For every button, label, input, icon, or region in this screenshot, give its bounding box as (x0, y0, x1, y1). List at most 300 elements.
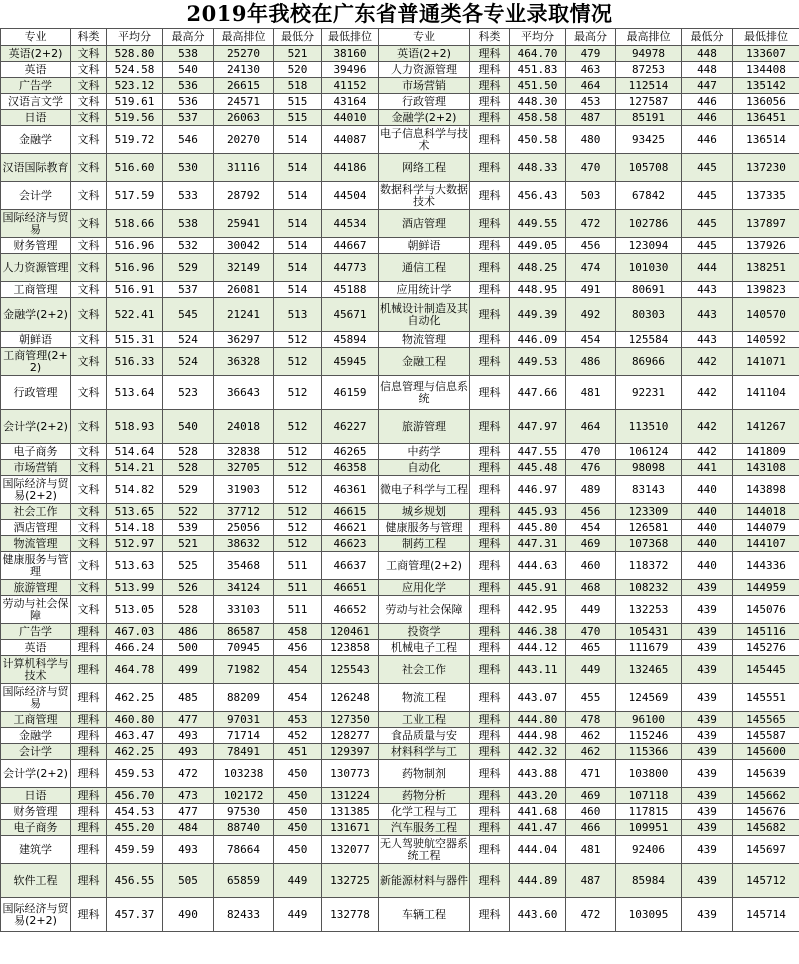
right-min-score-cell: 440 (682, 504, 733, 520)
left-avg-score-cell: 514.21 (107, 460, 163, 476)
table-row (1, 520, 799, 536)
right-avg-score-cell: 444.63 (510, 552, 566, 580)
right-min-score-cell: 443 (682, 298, 733, 332)
table-row (1, 332, 799, 348)
right-min-score-cell: 439 (682, 580, 733, 596)
right-max-score-cell: 491 (566, 282, 616, 298)
right-min-score-cell: 448 (682, 62, 733, 78)
right-min-rank-cell: 145587 (733, 728, 799, 744)
left-max-score-cell: 473 (163, 788, 214, 804)
right-max-rank-cell: 86966 (616, 348, 682, 376)
right-max-score-cell: 503 (566, 182, 616, 210)
left-avg-score-cell: 462.25 (107, 744, 163, 760)
left-min-rank-cell: 132778 (322, 898, 379, 932)
right-min-score-cell: 439 (682, 624, 733, 640)
right-max-score-cell: 454 (566, 332, 616, 348)
right-major-cell: 中药学 (379, 444, 470, 460)
right-avg-score-cell: 443.07 (510, 684, 566, 712)
left-avg-score-cell: 524.58 (107, 62, 163, 78)
left-major-cell: 汉语言文学 (1, 94, 71, 110)
table-row (1, 536, 799, 552)
left-avg-score-cell: 464.78 (107, 656, 163, 684)
right-category-cell: 理科 (470, 552, 510, 580)
left-max-score-cell: 537 (163, 282, 214, 298)
left-max-score-cell: 545 (163, 298, 214, 332)
right-category-cell: 理科 (470, 94, 510, 110)
left-max-rank-cell: 97031 (214, 712, 274, 728)
right-major-cell: 应用统计学 (379, 282, 470, 298)
right-category-cell: 理科 (470, 282, 510, 298)
right-category-cell: 理科 (470, 744, 510, 760)
right-major-cell: 行政管理 (379, 94, 470, 110)
right-category-cell: 理科 (470, 624, 510, 640)
left-max-score-cell: 538 (163, 210, 214, 238)
left-category-cell: 理科 (71, 898, 107, 932)
left-avg-score-cell: 516.60 (107, 154, 163, 182)
right-min-score-cell: 442 (682, 376, 733, 410)
left-avg-score-cell: 459.59 (107, 836, 163, 864)
left-category-cell: 理科 (71, 804, 107, 820)
left-avg-score-cell: 459.53 (107, 760, 163, 788)
right-min-rank-cell: 145639 (733, 760, 799, 788)
right-max-rank-cell: 132465 (616, 656, 682, 684)
left-max-score-cell: 477 (163, 712, 214, 728)
left-min-rank-cell: 43164 (322, 94, 379, 110)
left-avg-score-cell: 513.63 (107, 552, 163, 580)
right-min-score-cell: 446 (682, 110, 733, 126)
right-min-rank-cell: 145276 (733, 640, 799, 656)
table-row (1, 836, 799, 864)
right-avg-score-cell: 445.91 (510, 580, 566, 596)
right-min-rank-cell: 135142 (733, 78, 799, 94)
right-max-rank-cell: 93425 (616, 126, 682, 154)
right-avg-score-cell: 450.58 (510, 126, 566, 154)
right-category-cell: 理科 (470, 504, 510, 520)
header-cell: 最低分 (682, 29, 733, 46)
header-cell: 最低排位 (322, 29, 379, 46)
left-max-score-cell: 526 (163, 580, 214, 596)
table-row (1, 728, 799, 744)
right-major-cell: 汽车服务工程 (379, 820, 470, 836)
left-major-cell: 工商管理 (1, 712, 71, 728)
right-min-score-cell: 442 (682, 348, 733, 376)
left-avg-score-cell: 514.64 (107, 444, 163, 460)
left-major-cell: 社会工作 (1, 504, 71, 520)
left-min-score-cell: 511 (274, 596, 322, 624)
right-max-rank-cell: 92231 (616, 376, 682, 410)
right-avg-score-cell: 443.11 (510, 656, 566, 684)
left-min-score-cell: 513 (274, 298, 322, 332)
left-category-cell: 文科 (71, 78, 107, 94)
left-min-score-cell: 512 (274, 410, 322, 444)
left-min-rank-cell: 44534 (322, 210, 379, 238)
left-min-rank-cell: 131224 (322, 788, 379, 804)
left-min-score-cell: 450 (274, 760, 322, 788)
left-min-score-cell: 514 (274, 210, 322, 238)
left-max-rank-cell: 37712 (214, 504, 274, 520)
left-min-score-cell: 512 (274, 476, 322, 504)
left-major-cell: 人力资源管理 (1, 254, 71, 282)
right-max-score-cell: 460 (566, 552, 616, 580)
left-max-score-cell: 540 (163, 410, 214, 444)
left-major-cell: 健康服务与管理 (2, 552, 69, 578)
right-min-rank-cell: 144336 (733, 552, 799, 580)
table-row (1, 376, 799, 410)
left-avg-score-cell: 513.05 (107, 596, 163, 624)
right-category-cell: 理科 (470, 520, 510, 536)
right-max-score-cell: 478 (566, 712, 616, 728)
right-avg-score-cell: 444.12 (510, 640, 566, 656)
left-avg-score-cell: 512.97 (107, 536, 163, 552)
left-category-cell: 文科 (71, 94, 107, 110)
right-category-cell: 理科 (470, 656, 510, 684)
left-max-score-cell: 538 (163, 46, 214, 62)
right-max-rank-cell: 94978 (616, 46, 682, 62)
left-major-cell: 金融学(2+2) (1, 298, 71, 332)
right-min-score-cell: 439 (682, 804, 733, 820)
right-major-cell: 化学工程与工 (379, 804, 470, 820)
right-max-score-cell: 470 (566, 444, 616, 460)
right-avg-score-cell: 448.95 (510, 282, 566, 298)
left-min-score-cell: 512 (274, 332, 322, 348)
right-max-score-cell: 456 (566, 504, 616, 520)
left-min-rank-cell: 131671 (322, 820, 379, 836)
right-min-rank-cell: 143898 (733, 476, 799, 504)
right-min-rank-cell: 139823 (733, 282, 799, 298)
right-min-score-cell: 446 (682, 94, 733, 110)
left-min-score-cell: 511 (274, 552, 322, 580)
right-min-score-cell: 443 (682, 282, 733, 298)
right-max-score-cell: 481 (566, 836, 616, 864)
left-category-cell: 文科 (71, 282, 107, 298)
table-row (1, 238, 799, 254)
table-row (1, 46, 799, 62)
right-min-score-cell: 445 (682, 210, 733, 238)
left-max-rank-cell: 70945 (214, 640, 274, 656)
left-category-cell: 文科 (71, 110, 107, 126)
left-avg-score-cell: 462.25 (107, 684, 163, 712)
left-min-rank-cell: 44504 (322, 182, 379, 210)
left-category-cell: 文科 (71, 444, 107, 460)
left-max-rank-cell: 32705 (214, 460, 274, 476)
right-min-score-cell: 440 (682, 476, 733, 504)
left-min-rank-cell: 46159 (322, 376, 379, 410)
header-cell: 专业 (1, 29, 71, 46)
right-avg-score-cell: 449.53 (510, 348, 566, 376)
right-avg-score-cell: 445.93 (510, 504, 566, 520)
right-max-score-cell: 462 (566, 728, 616, 744)
right-max-rank-cell: 108232 (616, 580, 682, 596)
header-cell: 平均分 (107, 29, 163, 46)
table-row (1, 684, 799, 712)
right-major-cell: 自动化 (379, 460, 470, 476)
left-min-rank-cell: 46637 (322, 552, 379, 580)
right-max-rank-cell: 117815 (616, 804, 682, 820)
right-category-cell: 理科 (470, 804, 510, 820)
left-min-score-cell: 456 (274, 640, 322, 656)
left-max-score-cell: 499 (163, 656, 214, 684)
left-max-rank-cell: 78491 (214, 744, 274, 760)
right-max-score-cell: 471 (566, 760, 616, 788)
header-cell: 最低分 (274, 29, 322, 46)
right-max-score-cell: 474 (566, 254, 616, 282)
right-category-cell: 理科 (470, 126, 510, 154)
right-min-score-cell: 439 (682, 596, 733, 624)
left-max-score-cell: 505 (163, 864, 214, 898)
left-max-score-cell: 493 (163, 728, 214, 744)
left-max-rank-cell: 25941 (214, 210, 274, 238)
right-min-rank-cell: 137335 (733, 182, 799, 210)
left-major-cell: 会计学 (1, 182, 71, 210)
right-max-score-cell: 480 (566, 126, 616, 154)
right-max-score-cell: 476 (566, 460, 616, 476)
table-header-row (1, 29, 799, 46)
right-max-score-cell: 468 (566, 580, 616, 596)
table-row (1, 624, 799, 640)
left-avg-score-cell: 467.03 (107, 624, 163, 640)
right-min-rank-cell: 145116 (733, 624, 799, 640)
right-min-score-cell: 439 (682, 712, 733, 728)
right-max-rank-cell: 103095 (616, 898, 682, 932)
table-row (1, 552, 799, 580)
left-category-cell: 理科 (71, 744, 107, 760)
table-row (1, 760, 799, 788)
left-max-score-cell: 485 (163, 684, 214, 712)
left-major-cell: 国际经济与贸易 (2, 210, 69, 236)
right-avg-score-cell: 448.30 (510, 94, 566, 110)
left-max-score-cell: 532 (163, 238, 214, 254)
left-max-score-cell: 484 (163, 820, 214, 836)
left-avg-score-cell: 513.65 (107, 504, 163, 520)
left-min-score-cell: 521 (274, 46, 322, 62)
right-avg-score-cell: 449.55 (510, 210, 566, 238)
left-min-score-cell: 458 (274, 624, 322, 640)
left-max-rank-cell: 24571 (214, 94, 274, 110)
left-min-rank-cell: 46227 (322, 410, 379, 444)
table-row (1, 804, 799, 820)
right-min-rank-cell: 136056 (733, 94, 799, 110)
left-max-score-cell: 521 (163, 536, 214, 552)
left-max-rank-cell: 86587 (214, 624, 274, 640)
right-min-rank-cell: 145600 (733, 744, 799, 760)
left-max-rank-cell: 26063 (214, 110, 274, 126)
left-major-cell: 会计学 (1, 744, 71, 760)
left-min-rank-cell: 128277 (322, 728, 379, 744)
right-max-score-cell: 487 (566, 864, 616, 898)
left-max-rank-cell: 36328 (214, 348, 274, 376)
right-min-score-cell: 440 (682, 552, 733, 580)
left-min-score-cell: 512 (274, 376, 322, 410)
right-category-cell: 理科 (470, 110, 510, 126)
right-category-cell: 理科 (470, 410, 510, 444)
left-min-score-cell: 454 (274, 684, 322, 712)
left-max-rank-cell: 26615 (214, 78, 274, 94)
left-max-rank-cell: 34124 (214, 580, 274, 596)
left-min-score-cell: 449 (274, 864, 322, 898)
right-major-cell: 社会工作 (379, 656, 470, 684)
right-avg-score-cell: 441.68 (510, 804, 566, 820)
right-major-cell: 数据科学与大数据技术 (380, 182, 468, 208)
left-max-score-cell: 523 (163, 376, 214, 410)
right-min-score-cell: 448 (682, 46, 733, 62)
left-min-rank-cell: 46615 (322, 504, 379, 520)
left-max-score-cell: 524 (163, 348, 214, 376)
right-category-cell: 理科 (470, 476, 510, 504)
table-row (1, 126, 799, 154)
table-row (1, 154, 799, 182)
left-major-cell: 旅游管理 (1, 580, 71, 596)
left-category-cell: 文科 (71, 154, 107, 182)
right-major-cell: 金融工程 (379, 348, 470, 376)
right-max-rank-cell: 87253 (616, 62, 682, 78)
left-min-score-cell: 453 (274, 712, 322, 728)
left-avg-score-cell: 523.12 (107, 78, 163, 94)
right-major-cell: 通信工程 (379, 254, 470, 282)
right-major-cell: 车辆工程 (379, 898, 470, 932)
left-max-score-cell: 477 (163, 804, 214, 820)
right-category-cell: 理科 (470, 332, 510, 348)
left-min-score-cell: 515 (274, 94, 322, 110)
left-major-cell: 财务管理 (1, 238, 71, 254)
right-min-rank-cell: 141809 (733, 444, 799, 460)
right-avg-score-cell: 443.60 (510, 898, 566, 932)
left-max-score-cell: 524 (163, 332, 214, 348)
right-major-cell: 微电子科学与工程 (379, 476, 470, 504)
left-major-cell: 国际经济与贸易(2+2) (1, 898, 71, 932)
right-min-rank-cell: 136514 (733, 126, 799, 154)
left-avg-score-cell: 517.59 (107, 182, 163, 210)
header-cell: 平均分 (510, 29, 566, 46)
left-min-score-cell: 514 (274, 182, 322, 210)
left-avg-score-cell: 518.66 (107, 210, 163, 238)
right-max-rank-cell: 124569 (616, 684, 682, 712)
left-major-cell: 会计学(2+2) (1, 760, 71, 788)
right-max-score-cell: 470 (566, 624, 616, 640)
right-avg-score-cell: 444.80 (510, 712, 566, 728)
table-row (1, 712, 799, 728)
right-min-rank-cell: 143108 (733, 460, 799, 476)
left-min-rank-cell: 41152 (322, 78, 379, 94)
header-cell: 最低排位 (733, 29, 799, 46)
right-max-score-cell: 465 (566, 640, 616, 656)
right-max-rank-cell: 127587 (616, 94, 682, 110)
right-min-score-cell: 445 (682, 182, 733, 210)
left-max-rank-cell: 82433 (214, 898, 274, 932)
right-avg-score-cell: 444.04 (510, 836, 566, 864)
left-min-rank-cell: 132725 (322, 864, 379, 898)
right-max-rank-cell: 80691 (616, 282, 682, 298)
right-min-rank-cell: 134408 (733, 62, 799, 78)
left-max-score-cell: 537 (163, 110, 214, 126)
left-max-score-cell: 536 (163, 94, 214, 110)
right-major-cell: 酒店管理 (379, 210, 470, 238)
left-major-cell: 财务管理 (1, 804, 71, 820)
left-avg-score-cell: 454.53 (107, 804, 163, 820)
left-major-cell: 物流管理 (1, 536, 71, 552)
right-max-rank-cell: 101030 (616, 254, 682, 282)
right-min-rank-cell: 141071 (733, 348, 799, 376)
left-category-cell: 理科 (71, 684, 107, 712)
left-max-rank-cell: 31116 (214, 154, 274, 182)
right-category-cell: 理科 (470, 788, 510, 804)
right-min-score-cell: 446 (682, 126, 733, 154)
left-min-rank-cell: 44667 (322, 238, 379, 254)
right-avg-score-cell: 456.43 (510, 182, 566, 210)
left-category-cell: 文科 (71, 332, 107, 348)
left-min-rank-cell: 46265 (322, 444, 379, 460)
left-max-rank-cell: 38632 (214, 536, 274, 552)
table-row (1, 476, 799, 504)
left-category-cell: 理科 (71, 820, 107, 836)
right-min-score-cell: 447 (682, 78, 733, 94)
left-avg-score-cell: 456.55 (107, 864, 163, 898)
left-major-cell: 广告学 (1, 78, 71, 94)
right-major-cell: 城乡规划 (379, 504, 470, 520)
right-max-score-cell: 464 (566, 78, 616, 94)
right-max-score-cell: 487 (566, 110, 616, 126)
right-max-rank-cell: 107368 (616, 536, 682, 552)
left-major-cell: 劳动与社会保障 (2, 596, 69, 622)
left-max-rank-cell: 30042 (214, 238, 274, 254)
left-min-score-cell: 451 (274, 744, 322, 760)
right-avg-score-cell: 447.66 (510, 376, 566, 410)
right-major-cell: 英语(2+2) (379, 46, 470, 62)
right-category-cell: 理科 (470, 254, 510, 282)
left-min-rank-cell: 45894 (322, 332, 379, 348)
left-avg-score-cell: 456.70 (107, 788, 163, 804)
table-row (1, 62, 799, 78)
right-min-rank-cell: 145697 (733, 836, 799, 864)
left-avg-score-cell: 516.96 (107, 254, 163, 282)
right-major-cell: 药物制剂 (379, 760, 470, 788)
right-min-score-cell: 439 (682, 684, 733, 712)
left-category-cell: 文科 (71, 376, 107, 410)
right-max-score-cell: 463 (566, 62, 616, 78)
right-max-rank-cell: 112514 (616, 78, 682, 94)
left-max-score-cell: 546 (163, 126, 214, 154)
right-major-cell: 投资学 (379, 624, 470, 640)
left-category-cell: 理科 (71, 712, 107, 728)
left-min-score-cell: 450 (274, 820, 322, 836)
right-category-cell: 理科 (470, 460, 510, 476)
left-min-rank-cell: 45945 (322, 348, 379, 376)
right-max-rank-cell: 107118 (616, 788, 682, 804)
left-avg-score-cell: 516.33 (107, 348, 163, 376)
left-avg-score-cell: 516.91 (107, 282, 163, 298)
left-min-rank-cell: 127350 (322, 712, 379, 728)
left-max-rank-cell: 33103 (214, 596, 274, 624)
right-max-rank-cell: 105708 (616, 154, 682, 182)
right-min-rank-cell: 145714 (733, 898, 799, 932)
right-min-rank-cell: 145712 (733, 864, 799, 898)
right-min-rank-cell: 140570 (733, 298, 799, 332)
right-avg-score-cell: 447.31 (510, 536, 566, 552)
left-min-rank-cell: 39496 (322, 62, 379, 78)
right-min-rank-cell: 145662 (733, 788, 799, 804)
right-max-score-cell: 469 (566, 788, 616, 804)
left-avg-score-cell: 463.47 (107, 728, 163, 744)
right-min-rank-cell: 137230 (733, 154, 799, 182)
right-max-score-cell: 464 (566, 410, 616, 444)
header-cell: 专业 (379, 29, 470, 46)
right-max-score-cell: 481 (566, 376, 616, 410)
right-category-cell: 理科 (470, 712, 510, 728)
header-cell: 最高分 (566, 29, 616, 46)
left-major-cell: 国际经济与贸易(2+2) (2, 476, 69, 502)
right-max-score-cell: 454 (566, 520, 616, 536)
right-major-cell: 旅游管理 (379, 410, 470, 444)
left-max-score-cell: 536 (163, 78, 214, 94)
